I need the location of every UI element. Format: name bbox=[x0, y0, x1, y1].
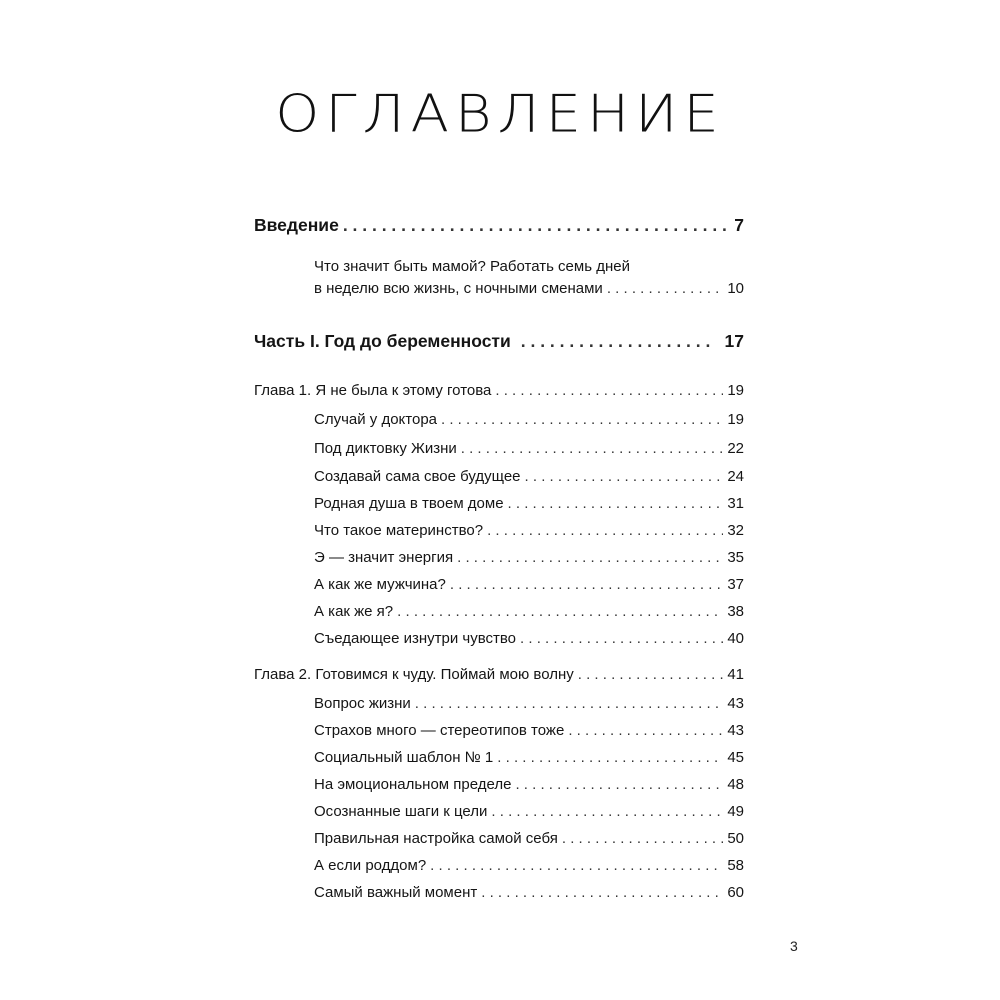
leader-dots bbox=[520, 630, 723, 647]
toc-entry-page: 19 bbox=[727, 411, 744, 428]
toc-entry-label: А как же мужчина? bbox=[314, 576, 446, 593]
toc-section[interactable] bbox=[314, 603, 744, 620]
leader-dots bbox=[491, 803, 723, 820]
leader-dots bbox=[525, 468, 724, 485]
toc-entry-page: 19 bbox=[727, 382, 744, 399]
toc-section[interactable] bbox=[314, 495, 744, 512]
toc-entry-label: Осознанные шаги к цели bbox=[314, 803, 488, 820]
toc-entry-page: 60 bbox=[727, 884, 744, 901]
toc-entry-label: Что такое материнство? bbox=[314, 522, 484, 539]
toc-section[interactable] bbox=[314, 411, 744, 428]
toc-entry-label: Родная душа в твоем доме bbox=[314, 495, 504, 512]
leader-dots bbox=[568, 722, 723, 739]
toc-entry-page: 7 bbox=[734, 215, 744, 235]
toc-entry-page: 40 bbox=[727, 630, 744, 647]
toc-section[interactable] bbox=[314, 830, 744, 847]
toc-entry-page: 38 bbox=[727, 603, 744, 620]
leader-dots bbox=[441, 411, 723, 428]
leader-dots bbox=[487, 522, 723, 539]
toc-section[interactable] bbox=[314, 468, 744, 485]
toc-entry-page: 31 bbox=[727, 495, 744, 512]
leader-dots bbox=[343, 215, 730, 236]
toc-section[interactable] bbox=[314, 884, 744, 901]
toc-entry-page: 49 bbox=[727, 803, 744, 820]
toc-entry-page: 43 bbox=[727, 722, 744, 739]
toc-entry-page: 10 bbox=[727, 280, 744, 297]
toc-section[interactable] bbox=[314, 630, 744, 647]
toc-entry-label: в неделю всю жизнь, с ночными сменами bbox=[314, 280, 603, 297]
leader-dots bbox=[481, 884, 723, 901]
toc-entry-page: 48 bbox=[727, 776, 744, 793]
toc-section[interactable] bbox=[314, 522, 744, 539]
toc-entry-page: 22 bbox=[727, 440, 744, 457]
toc-entry-part1[interactable] bbox=[254, 331, 744, 352]
leader-dots bbox=[461, 440, 724, 457]
toc-section[interactable] bbox=[314, 440, 744, 457]
leader-dots bbox=[578, 666, 724, 683]
toc-entry-page: 45 bbox=[727, 749, 744, 766]
toc-entry-page: 41 bbox=[727, 666, 744, 683]
leader-dots bbox=[515, 776, 723, 793]
leader-dots bbox=[562, 830, 723, 847]
toc-entry-page: 17 bbox=[724, 331, 744, 351]
toc-section[interactable] bbox=[314, 722, 744, 739]
toc-entry-label: Социальный шаблон № 1 bbox=[314, 749, 494, 766]
leader-dots bbox=[495, 382, 723, 399]
page-title: ОГЛАВЛЕНИЕ bbox=[275, 84, 725, 145]
toc-entry-label: Страхов много — стереотипов тоже bbox=[314, 722, 565, 739]
toc-entry-chapter2[interactable] bbox=[254, 666, 744, 683]
toc-entry-label: На эмоциональном пределе bbox=[314, 776, 512, 793]
toc-section[interactable] bbox=[314, 776, 744, 793]
toc-entry-label: Глава 2. Готовимся к чуду. Поймай мою волну bbox=[254, 666, 574, 683]
toc-entry-label: Съедающее изнутри чувство bbox=[314, 630, 517, 647]
toc-entry-intro-sub-line1[interactable]: Что значит быть мамой? Работать семь дней bbox=[314, 258, 630, 275]
toc-entry-label: Вопрос жизни bbox=[314, 695, 411, 712]
toc-entry-label: Правильная настройка самой себя bbox=[314, 830, 558, 847]
toc-entry-label: А если роддом? bbox=[314, 857, 427, 874]
toc-section[interactable] bbox=[314, 695, 744, 712]
toc-entry-page: 35 bbox=[727, 549, 744, 566]
toc-entry-label: Глава 1. Я не была к этому готова bbox=[254, 382, 492, 399]
toc-entry-intro[interactable] bbox=[254, 215, 744, 236]
toc-section[interactable] bbox=[314, 749, 744, 766]
toc-entry-page: 24 bbox=[727, 468, 744, 485]
toc-section[interactable] bbox=[314, 576, 744, 593]
toc-entry-page: 32 bbox=[727, 522, 744, 539]
toc-entry-page: 43 bbox=[727, 695, 744, 712]
toc-entry-label: Случай у доктора bbox=[314, 411, 438, 428]
toc-entry-intro-sub[interactable] bbox=[314, 280, 744, 297]
leader-dots bbox=[457, 549, 723, 566]
leader-dots bbox=[450, 576, 723, 593]
toc-entry-label: Часть I. Год до беременности bbox=[254, 331, 511, 351]
toc-entry-label: А как же я? bbox=[314, 603, 394, 620]
toc-entry-page: 37 bbox=[727, 576, 744, 593]
leader-dots bbox=[521, 331, 715, 352]
leader-dots bbox=[430, 857, 723, 874]
toc-entry-label: Создавай сама свое будущее bbox=[314, 468, 521, 485]
toc-entry-chapter1[interactable] bbox=[254, 382, 744, 399]
toc-entry-page: 50 bbox=[727, 830, 744, 847]
toc-section[interactable] bbox=[314, 549, 744, 566]
toc-entry-page: 58 bbox=[727, 857, 744, 874]
leader-dots bbox=[397, 603, 723, 620]
toc-section[interactable] bbox=[314, 857, 744, 874]
page-number: 3 bbox=[790, 938, 798, 954]
toc-entry-label: Самый важный момент bbox=[314, 884, 478, 901]
leader-dots bbox=[415, 695, 724, 712]
leader-dots bbox=[508, 495, 724, 512]
toc-entry-label: Под диктовку Жизни bbox=[314, 440, 457, 457]
toc-section[interactable] bbox=[314, 803, 744, 820]
leader-dots bbox=[607, 280, 723, 297]
toc-entry-label: Э — значит энергия bbox=[314, 549, 454, 566]
leader-dots bbox=[497, 749, 723, 766]
toc-entry-label: Введение bbox=[254, 215, 339, 235]
